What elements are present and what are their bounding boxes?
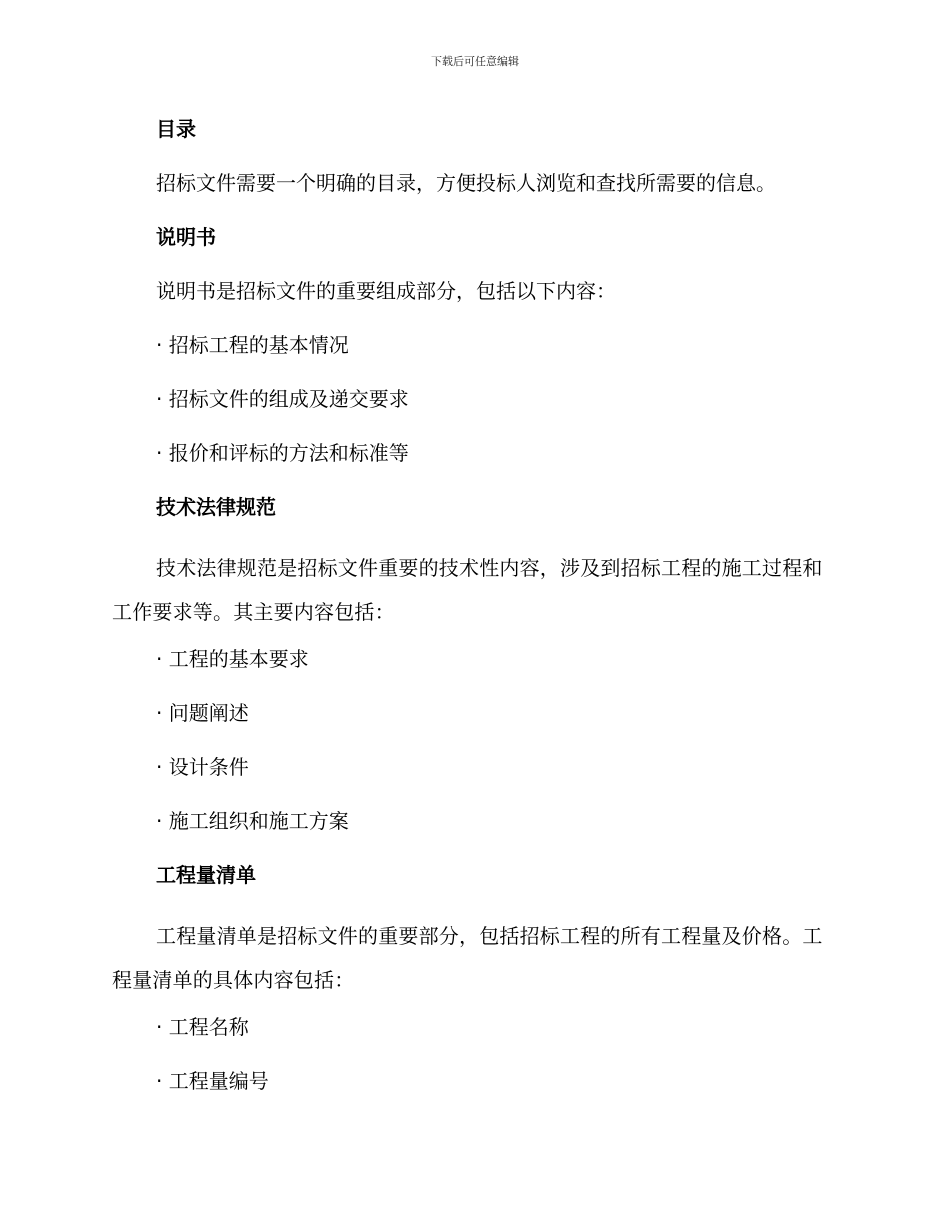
section-title-manual: 说明书 (156, 225, 216, 249)
list-item: · 招标文件的组成及递交要求 (156, 387, 409, 411)
page-header: 下载后可任意编辑 (431, 55, 519, 68)
section-body-toc: 招标文件需要一个明确的目录，方便投标人浏览和查找所需要的信息。 (156, 171, 776, 195)
document-body (112, 114, 842, 1120)
list-item: · 工程的基本要求 (156, 647, 309, 671)
list-item: · 招标工程的基本情况 (156, 333, 349, 357)
list-item: · 工程量编号 (156, 1069, 269, 1093)
list-item: · 报价和评标的方法和标准等 (156, 441, 409, 465)
list-item: · 施工组织和施工方案 (156, 809, 349, 833)
section-title-tech: 技术法律规范 (156, 495, 276, 519)
section-title-toc: 目录 (156, 117, 196, 141)
list-item: · 设计条件 (156, 755, 249, 779)
list-item: · 工程名称 (156, 1015, 249, 1039)
section-body-bill: 工程量清单是招标文件的重要部分，包括招标工程的所有工程量及价格。工程量清单的具体内容包括： (112, 924, 823, 992)
section-body-tech: 技术法律规范是招标文件重要的技术性内容，涉及到招标工程的施工过程和工作要求等。其主要内容包括： (112, 556, 823, 624)
section-title-bill: 工程量清单 (156, 863, 256, 887)
list-item: · 问题阐述 (156, 701, 249, 725)
section-body-manual: 说明书是招标文件的重要组成部分，包括以下内容： (156, 279, 616, 303)
